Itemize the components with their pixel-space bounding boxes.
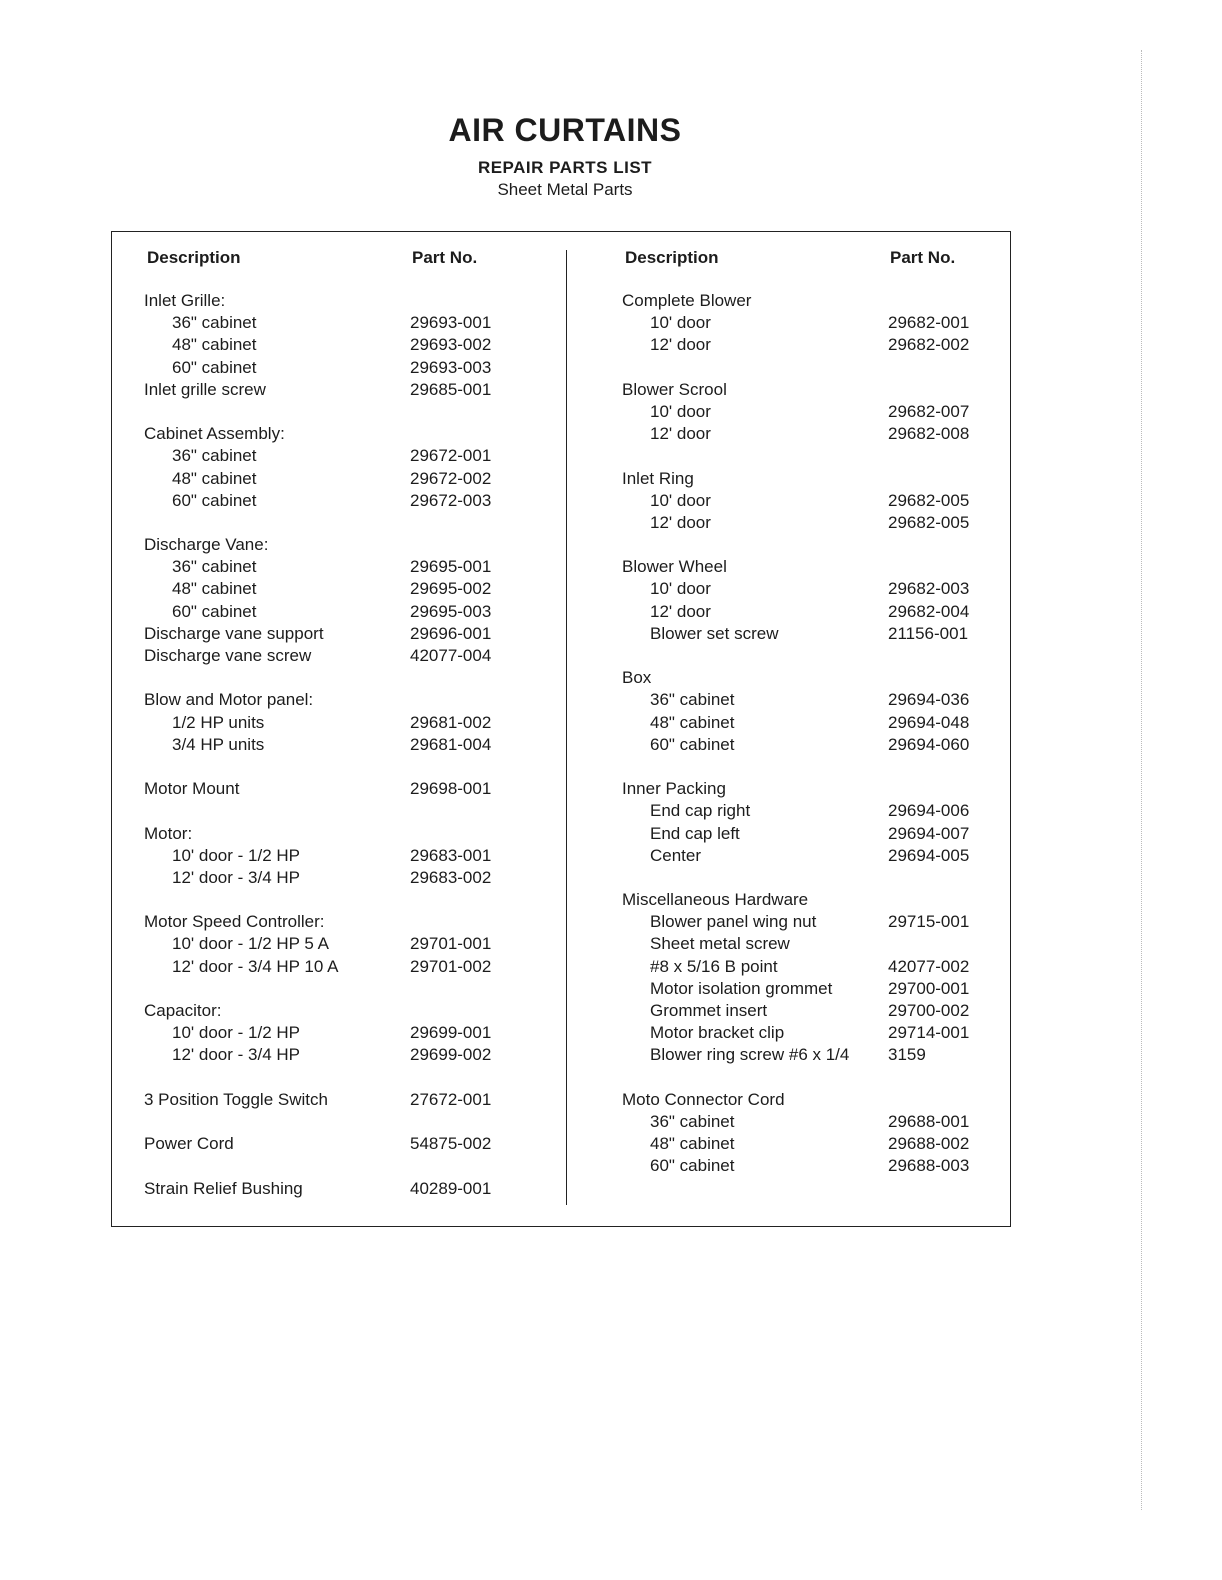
part-number: 29694-060: [888, 734, 970, 754]
part-description: Moto Connector Cord: [622, 1089, 785, 1109]
part-row: [622, 290, 1002, 312]
row-spacer: [144, 401, 544, 423]
part-row: [144, 956, 544, 978]
part-number: 29698-001: [410, 779, 492, 799]
part-description: Box: [622, 668, 652, 688]
part-number: 29685-001: [410, 379, 492, 399]
part-description: 12' door - 3/4 HP 10 A: [172, 956, 339, 976]
part-number: 21156-001: [888, 623, 969, 643]
row-spacer: [622, 534, 1002, 556]
row-spacer: [622, 867, 1002, 889]
part-number: 29700-001: [888, 978, 970, 998]
part-description: Discharge vane support: [144, 623, 324, 643]
row-spacer: [144, 1111, 544, 1133]
part-description: Motor Speed Controller:: [144, 912, 325, 932]
part-row: [144, 933, 544, 955]
part-number: 29695-003: [410, 601, 492, 621]
part-row: [622, 401, 1002, 423]
part-row: [622, 601, 1002, 623]
part-number: 29682-008: [888, 424, 970, 444]
part-description: 60" cabinet: [172, 601, 257, 621]
part-description: Sheet metal screw: [650, 934, 790, 954]
part-number: 29682-003: [888, 579, 970, 599]
part-row: [622, 1111, 1002, 1133]
part-number: 29682-001: [888, 313, 970, 333]
row-spacer: [144, 667, 544, 689]
part-number: 29701-002: [410, 956, 492, 976]
section-title: Sheet Metal Parts: [497, 180, 633, 199]
part-number: 29683-001: [410, 845, 492, 865]
part-description: Miscellaneous Hardware: [622, 890, 809, 910]
part-description: Discharge vane screw: [144, 646, 312, 665]
part-description: Inlet Grille:: [144, 291, 226, 310]
part-description: Inlet grille screw: [144, 379, 266, 399]
part-row: [144, 623, 544, 645]
part-row: [622, 778, 1002, 800]
part-row: [144, 334, 544, 356]
part-row: [622, 800, 1002, 822]
part-description: 60" cabinet: [650, 734, 735, 754]
part-description: 10' door: [650, 313, 711, 333]
part-description: Cabinet Assembly:: [144, 424, 285, 444]
part-row: [144, 379, 544, 401]
part-row: [622, 956, 1002, 978]
part-number: 42077-002: [888, 956, 970, 976]
part-description: Capacitor:: [144, 1001, 222, 1020]
part-description: Blower Scrool: [622, 379, 727, 399]
part-number: 29672-001: [410, 446, 492, 466]
part-number: 54875-002: [410, 1134, 492, 1154]
part-row: [144, 823, 544, 845]
part-description: 10' door: [650, 401, 711, 421]
part-number: 29682-004: [888, 601, 970, 621]
row-spacer: [622, 445, 1002, 467]
part-row: [622, 845, 1002, 867]
page-title: AIR CURTAINS: [448, 112, 682, 148]
part-number: 29694-007: [888, 823, 970, 843]
part-description: Grommet insert: [650, 1001, 768, 1020]
part-row: [144, 290, 544, 312]
part-number: 29682-005: [888, 512, 970, 532]
part-row: [622, 712, 1002, 734]
part-description: Blower Wheel: [622, 557, 727, 577]
part-row: [144, 1133, 544, 1155]
part-number: 40289-001: [410, 1178, 492, 1198]
row-spacer: [144, 512, 544, 534]
part-number: 29694-005: [888, 845, 970, 865]
part-description: 36" cabinet: [650, 690, 735, 710]
part-description: Center: [650, 845, 702, 865]
margin-artifact: [1141, 50, 1142, 1510]
part-row: [622, 312, 1002, 334]
part-description: 60" cabinet: [172, 357, 257, 377]
part-description: Inner Packing: [622, 779, 726, 799]
left-parts-list: [144, 290, 544, 1200]
part-number: 3159: [888, 1045, 926, 1065]
part-no-header: Part No.: [890, 248, 956, 267]
part-description: 48" cabinet: [172, 335, 257, 355]
description-header: Description: [625, 248, 719, 267]
part-description: 12' door: [650, 335, 711, 355]
row-spacer: [144, 800, 544, 822]
part-number: 29672-002: [410, 468, 492, 488]
part-description: 1/2 HP units: [172, 712, 265, 732]
part-number: 29695-002: [410, 579, 492, 599]
part-description: 12' door: [650, 512, 711, 532]
part-number: 29688-001: [888, 1111, 970, 1131]
part-description: Motor isolation grommet: [650, 978, 833, 998]
part-description: Blower ring screw #6 x 1/4: [650, 1045, 850, 1065]
part-row: [144, 689, 544, 711]
part-row: [622, 667, 1002, 689]
row-spacer: [144, 756, 544, 778]
part-number: 29688-003: [888, 1156, 970, 1176]
part-number: 29694-006: [888, 801, 970, 821]
part-number: 29693-001: [410, 313, 492, 333]
part-number: 29701-001: [410, 934, 492, 954]
part-description: Power Cord: [144, 1134, 234, 1154]
part-number: 29688-002: [888, 1134, 970, 1154]
row-spacer: [144, 978, 544, 1000]
part-row: [144, 490, 544, 512]
part-number: 29699-001: [410, 1023, 492, 1043]
part-row: [144, 845, 544, 867]
part-number: 29694-036: [888, 690, 970, 710]
part-row: [622, 689, 1002, 711]
part-row: [144, 556, 544, 578]
part-row: [622, 933, 1002, 955]
part-row: [144, 423, 544, 445]
part-number: 29700-002: [888, 1001, 970, 1020]
part-description: 36" cabinet: [650, 1111, 735, 1131]
part-row: [622, 490, 1002, 512]
part-number: 29682-005: [888, 490, 970, 510]
part-row: [144, 1178, 544, 1200]
right-column-header: [622, 246, 1002, 290]
part-number: 29695-001: [410, 557, 492, 577]
row-spacer: [622, 756, 1002, 778]
row-spacer: [144, 1155, 544, 1177]
part-row: [144, 534, 544, 556]
part-number: 29693-002: [410, 335, 492, 355]
part-row: [622, 1133, 1002, 1155]
part-row: [622, 623, 1002, 645]
row-spacer: [144, 889, 544, 911]
part-description: 12' door - 3/4 HP: [172, 1045, 300, 1065]
part-row: [144, 911, 544, 933]
part-number: 29672-003: [410, 490, 492, 510]
part-description: 3 Position Toggle Switch: [144, 1089, 328, 1109]
page-subtitle: REPAIR PARTS LIST: [477, 158, 653, 177]
part-number: 29715-001: [888, 912, 970, 932]
part-description: 12' door: [650, 424, 711, 444]
part-description: Blower set screw: [650, 623, 779, 643]
part-description: 48" cabinet: [172, 579, 257, 599]
part-description: Motor:: [144, 823, 193, 843]
row-spacer: [622, 357, 1002, 379]
part-row: [144, 778, 544, 800]
part-description: 10' door - 1/2 HP: [172, 1023, 300, 1043]
part-number: 29682-007: [888, 401, 970, 421]
part-description: Discharge Vane:: [144, 535, 269, 555]
part-description: 10' door - 1/2 HP: [172, 845, 300, 865]
part-row: [144, 712, 544, 734]
part-description: Motor bracket clip: [650, 1023, 785, 1043]
part-row: [622, 978, 1002, 1000]
part-number: 29696-001: [410, 623, 492, 643]
part-row: [144, 445, 544, 467]
part-row: [622, 1000, 1002, 1022]
part-description: 12' door: [650, 601, 711, 621]
part-number: 29694-048: [888, 712, 970, 732]
part-description: 36" cabinet: [172, 313, 257, 333]
row-spacer: [144, 1067, 544, 1089]
part-row: [622, 734, 1002, 756]
part-row: [622, 911, 1002, 933]
row-spacer: [622, 1067, 1002, 1089]
part-number: 29693-003: [410, 357, 492, 377]
part-row: [144, 468, 544, 490]
part-number: 29683-002: [410, 867, 492, 887]
part-description: Inlet Ring: [622, 468, 694, 488]
part-description: 60" cabinet: [650, 1156, 735, 1176]
part-description: Blower panel wing nut: [650, 912, 817, 932]
part-no-header: Part No.: [412, 248, 478, 267]
left-column-header: [144, 246, 544, 290]
part-row: [622, 512, 1002, 534]
part-description: Strain Relief Bushing: [144, 1178, 303, 1198]
part-row: [144, 645, 544, 667]
part-row: [144, 734, 544, 756]
part-row: [622, 423, 1002, 445]
part-description: 48" cabinet: [172, 468, 257, 488]
left-parts-column: [144, 246, 544, 1200]
part-row: [622, 334, 1002, 356]
part-row: [144, 1044, 544, 1066]
part-description: 60" cabinet: [172, 490, 257, 510]
part-description: 36" cabinet: [172, 446, 257, 466]
part-row: [622, 1022, 1002, 1044]
part-number: 29699-002: [410, 1045, 492, 1065]
part-row: [144, 1022, 544, 1044]
part-number: 29681-002: [410, 712, 492, 732]
row-spacer: [622, 645, 1002, 667]
part-description: 10' door: [650, 490, 711, 510]
part-number: 42077-004: [410, 646, 492, 665]
part-description: #8 x 5/16 B point: [650, 956, 778, 976]
part-row: [144, 601, 544, 623]
part-description: 10' door: [650, 579, 711, 599]
part-row: [622, 468, 1002, 490]
part-row: [622, 889, 1002, 911]
part-row: [144, 1000, 544, 1022]
part-row: [144, 312, 544, 334]
part-number: 29682-002: [888, 335, 970, 355]
part-row: [622, 1155, 1002, 1177]
right-parts-column: [622, 246, 1002, 1178]
part-description: Complete Blower: [622, 291, 752, 310]
part-description: Blow and Motor panel:: [144, 690, 314, 710]
part-number: 29681-004: [410, 734, 492, 754]
part-row: [622, 379, 1002, 401]
part-row: [144, 578, 544, 600]
part-row: [622, 1089, 1002, 1111]
part-number: 29714-001: [888, 1023, 970, 1043]
part-description: 48" cabinet: [650, 1134, 735, 1154]
right-parts-list: [622, 290, 1002, 1178]
part-row: [622, 1044, 1002, 1066]
description-header: Description: [147, 248, 241, 267]
part-row: [144, 357, 544, 379]
part-row: [622, 556, 1002, 578]
part-row: [622, 578, 1002, 600]
part-description: End cap left: [650, 823, 740, 843]
part-description: 48" cabinet: [650, 712, 735, 732]
column-divider: [566, 250, 567, 1205]
part-description: 10' door - 1/2 HP 5 A: [172, 934, 329, 954]
part-row: [144, 867, 544, 889]
part-description: 12' door - 3/4 HP: [172, 867, 300, 887]
part-description: 36" cabinet: [172, 557, 257, 577]
part-number: 27672-001: [410, 1089, 492, 1109]
part-description: Motor Mount: [144, 779, 240, 799]
part-row: [622, 823, 1002, 845]
part-description: 3/4 HP units: [172, 734, 265, 754]
part-row: [144, 1089, 544, 1111]
part-description: End cap right: [650, 801, 751, 821]
